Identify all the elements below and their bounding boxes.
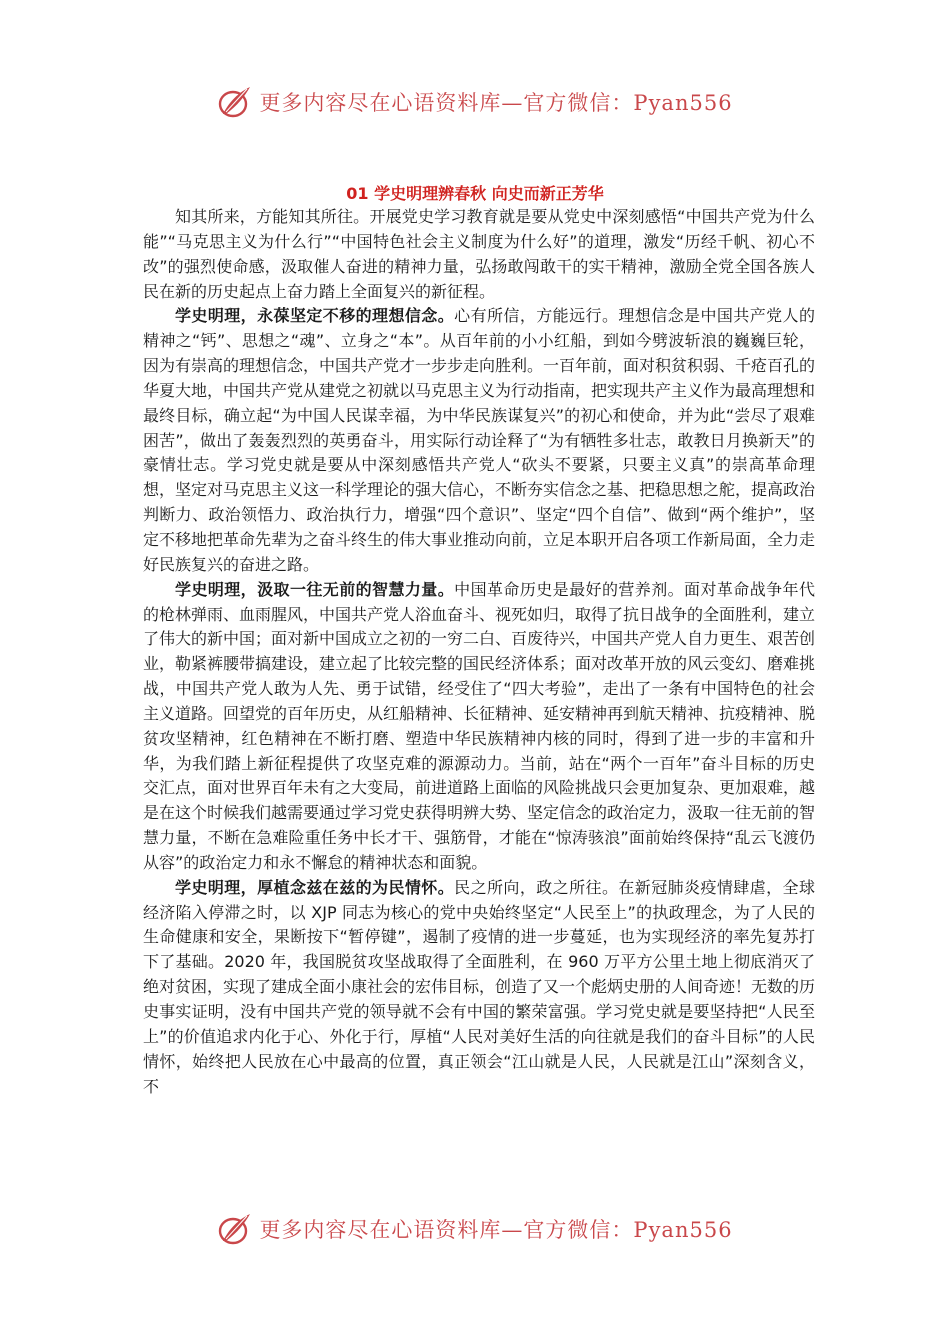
paragraph-text: 中国革命历史是最好的营养剂。面对革命战争年代的枪林弹雨、血雨腥风，中国共产党人浴血奋斗、视死如归，取得了抗日战争的全面胜利，建立了伟大的新中国；面对新中国成立之初的一穷二白、百废待兴，中国共产党人自力更生、艰苦创业，勒紧裤腰带搞建设，建立起了比较完整的国民经济体系；面对改革开放的风云变幻、磨难挑战，中国共产党人敢为人先、勇于试错，经受住了“四大考验”，走出了一条有中国特色的社会主义道路。回望党的百年历史，从红船精神、长征精神、延安精神再到航天精神、抗疫精神、脱贫攻坚精神，红色精神在不断打磨、塑造中华民族精神内核的同时，得到了进一步的丰富和升华，为我们踏上新征程提供了攻坚克难的源源动力。当前，站在“两个一百年”奋斗目标的历史交汇点，面对世界百年未有之大变局，前进道路上面临的风险挑战只会更加复杂、更加艰难，越是在这个时候我们越需要通过学习党史获得明辨大势、坚定信念的政治定力，汲取一往无前的智慧力量，不断在急难险重任务中长才干、强筋骨，才能在“惊涛骇浪”面前始终保持“乱云飞渡仍从容”的政治定力和永不懈怠的精神状态和面貌。 bbox=[143, 579, 816, 872]
footer-banner bbox=[0, 1211, 950, 1247]
paragraph-intro bbox=[143, 205, 815, 304]
paragraph-ideals bbox=[143, 304, 815, 577]
banner-text: 更多内容尽在心语资料库—官方微信：Pyan556 bbox=[259, 91, 733, 115]
paragraph-people bbox=[143, 876, 815, 1100]
quill-pen-logo-icon bbox=[217, 1211, 253, 1247]
header-banner bbox=[0, 84, 950, 120]
document-title: 01 学史明理辨春秋 向史而新正芳华 bbox=[346, 184, 604, 203]
paragraph-lead: 学史明理，永葆坚定不移的理想信念。 bbox=[175, 306, 455, 326]
quill-pen-logo-icon bbox=[217, 84, 253, 120]
paragraph-text: 知其所来，方能知其所往。开展党史学习教育就是要从党史中深刻感悟“中国共产党为什么能”“马克思主义为什么行”“中国特色社会主义制度为什么好”的道理，激发“历经千帆、初心不改”的强烈使命感，汲取催人奋进的精神力量，弘扬敢闯敢干的实干精神，激励全党全国各族人民在新的历史起点上奋力踏上全面复兴的新征程。 bbox=[143, 207, 815, 301]
paragraph-lead: 学史明理，厚植念兹在兹的为民情怀。 bbox=[175, 877, 455, 897]
document-body bbox=[143, 205, 815, 1099]
paragraph-text: 民之所向，政之所往。在新冠肺炎疫情肆虐，全球经济陷入停滞之时，以 XJP 同志为核心的党中央始终坚定“人民至上”的执政理念，为了人民的生命健康和安全，果断按下“暂停键”，遏制了疫情的进一步蔓延，也为实现经济的率先复苏打下了基础。2020 年，我国脱贫攻坚战取得了全面胜利，在 960 万平方公里土地上彻底消灭了绝对贫困，实现了建成全面小康社会的宏伟目标，创造了又一个彪炳史册的人间奇迹！无数的历史事实证明，没有中国共产党的领导就不会有中国的繁荣富强。学习党史就是要坚持把“人民至上”的价值追求内化于心、外化于行，厚植“人民对美好生活的向往就是我们的奋斗目标”的人民情怀，始终把人民放在心中最高的位置，真正领会“江山就是人民，人民就是江山”深刻含义，不 bbox=[143, 877, 816, 1096]
paragraph-lead: 学史明理，汲取一往无前的智慧力量。 bbox=[175, 579, 455, 599]
paragraph-wisdom bbox=[143, 578, 815, 876]
banner-text: 更多内容尽在心语资料库—官方微信：Pyan556 bbox=[259, 1218, 733, 1242]
paragraph-text: 心有所信，方能远行。理想信念是中国共产党人的精神之“钙”、思想之“魂”、立身之“本”。从百年前的小小红船，到如今劈波斩浪的巍巍巨轮，因为有崇高的理想信念，中国共产党才一步步走向胜利。一百年前，面对积贫积弱、千疮百孔的华夏大地，中国共产党从建党之初就以马克思主义为行动指南，把实现共产主义作为最高理想和最终目标，确立起“为中国人民谋幸福，为中华民族谋复兴”的初心和使命，并为此“尝尽了艰难困苦”，做出了轰轰烈烈的英勇奋斗，用实际行动诠释了“为有牺牲多壮志，敢教日月换新天”的豪情壮志。学习党史就是要从中深刻感悟共产党人“砍头不要紧，只要主义真”的崇高革命理想，坚定对马克思主义这一科学理论的强大信心，不断夯实信念之基、把稳思想之舵，提高政治判断力、政治领悟力、政治执行力，增强“四个意识”、坚定“四个自信”、做到“两个维护”，坚定不移地把革命先辈为之奋斗终生的伟大事业推动向前，立足本职开启各项工作新局面，全力走好民族复兴的奋进之路。 bbox=[143, 306, 816, 574]
